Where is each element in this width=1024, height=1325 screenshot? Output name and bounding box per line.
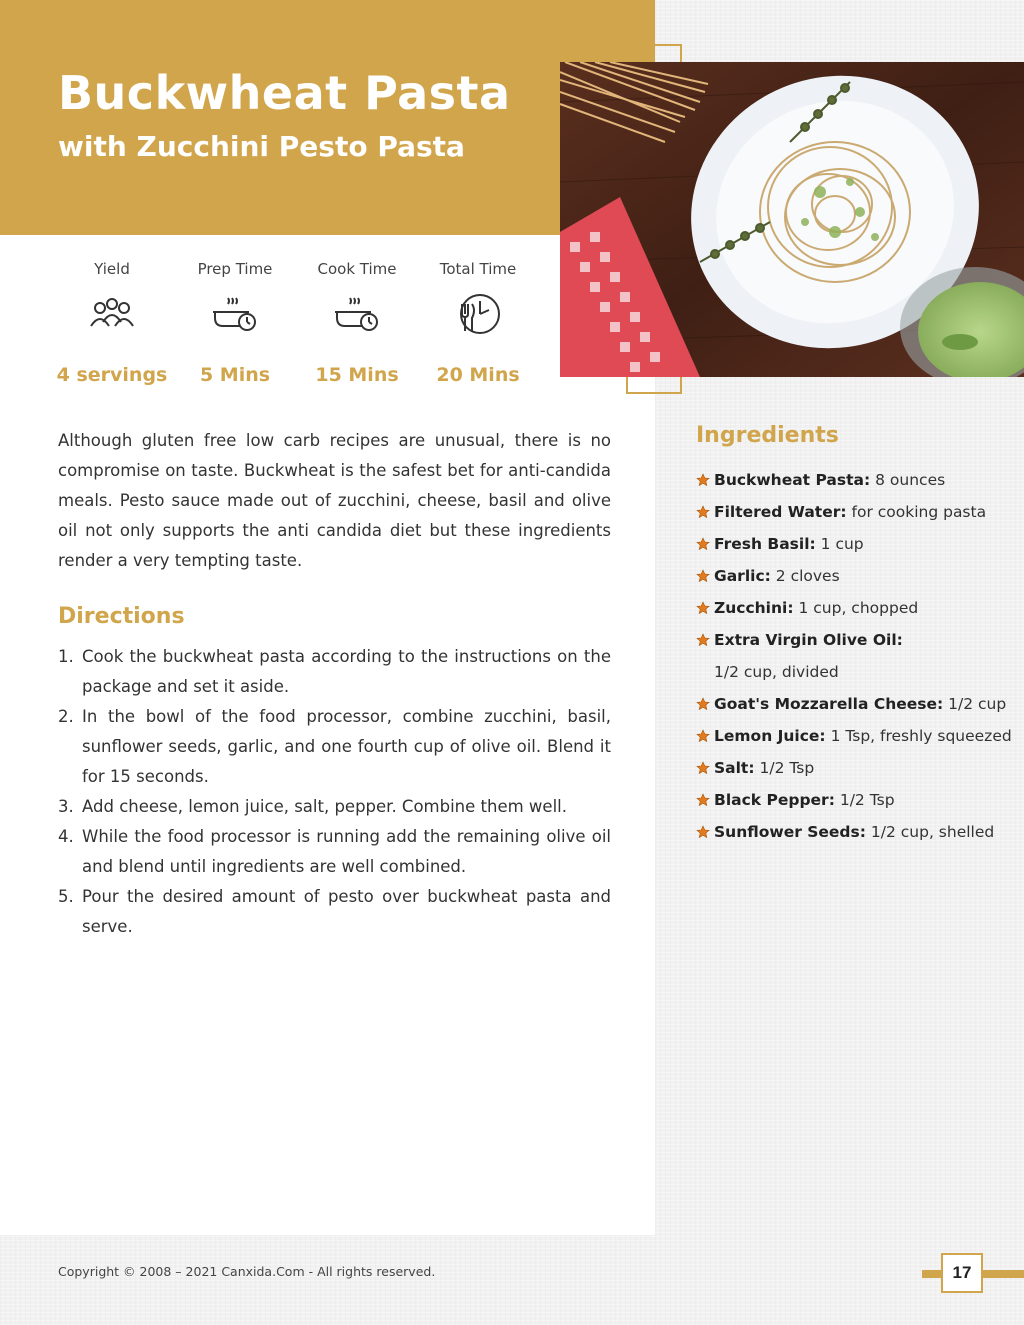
ingredient-name: Sunflower Seeds: bbox=[714, 823, 866, 841]
ingredients-heading: Ingredients bbox=[696, 423, 839, 448]
stat-value: 20 Mins bbox=[436, 364, 520, 386]
ingredient-detail: for cooking pasta bbox=[851, 503, 987, 521]
ingredient-name: Zucchini: bbox=[714, 599, 794, 617]
ingredient-name: Fresh Basil: bbox=[714, 535, 816, 553]
stat-label: Cook Time bbox=[317, 260, 397, 278]
step-text: Cook the buckwheat pasta according to the instructions on the package and set it aside. bbox=[82, 647, 611, 696]
page-subtitle: with Zucchini Pesto Pasta bbox=[58, 130, 465, 163]
ingredient-name: Salt: bbox=[714, 759, 755, 777]
stat-label: Yield bbox=[94, 260, 130, 278]
pasta-plate-illustration bbox=[560, 62, 1024, 377]
step-text: Add cheese, lemon juice, salt, pepper. Combine them well. bbox=[82, 797, 567, 816]
star-bullet-icon bbox=[696, 505, 710, 519]
stat-total-time bbox=[418, 260, 538, 386]
ingredients-list bbox=[696, 464, 1016, 848]
ingredient-detail: 1/2 Tsp bbox=[759, 759, 815, 777]
ingredient-item bbox=[696, 464, 1016, 496]
ingredient-item bbox=[696, 624, 1016, 688]
star-bullet-icon bbox=[696, 729, 710, 743]
stat-prep-time bbox=[175, 260, 295, 386]
step-number: 4. bbox=[58, 827, 74, 846]
direction-step bbox=[58, 642, 611, 702]
stat-value: 4 servings bbox=[56, 364, 168, 386]
step-number: 1. bbox=[58, 647, 74, 666]
recipe-intro: Although gluten free low carb recipes are unusual, there is no compromise on taste. Buckwheat is the safest bet for anti-candida meals. Pesto sauce made out of zucchini, cheese, basil and olive oil not only supports the anti candida diet but these ingredients render a very tempting taste. bbox=[58, 431, 611, 570]
page-title: Buckwheat Pasta bbox=[58, 66, 511, 120]
ingredient-name: Filtered Water: bbox=[714, 503, 847, 521]
ingredient-detail: 8 ounces bbox=[875, 471, 946, 489]
stat-yield bbox=[52, 260, 172, 386]
ingredient-detail: 1/2 Tsp bbox=[839, 791, 895, 809]
ingredient-detail: 1 cup bbox=[820, 535, 864, 553]
recipe-photo bbox=[560, 62, 1024, 377]
footer-band bbox=[0, 1235, 1024, 1325]
ingredient-item bbox=[696, 752, 1016, 784]
ingredient-name: Lemon Juice: bbox=[714, 727, 826, 745]
title-banner bbox=[0, 0, 655, 235]
ingredient-name: Extra Virgin Olive Oil: bbox=[714, 631, 903, 649]
step-number: 2. bbox=[58, 707, 74, 726]
direction-step bbox=[58, 882, 611, 942]
ingredient-item bbox=[696, 592, 1016, 624]
cutlery-clock-icon bbox=[454, 290, 502, 338]
ingredient-item bbox=[696, 784, 1016, 816]
stat-value: 5 Mins bbox=[199, 364, 271, 386]
ingredient-detail: 1/2 cup, divided bbox=[714, 663, 839, 681]
star-bullet-icon bbox=[696, 793, 710, 807]
star-bullet-icon bbox=[696, 633, 710, 647]
star-bullet-icon bbox=[696, 697, 710, 711]
star-bullet-icon bbox=[696, 569, 710, 583]
ingredient-name: Goat's Mozzarella Cheese: bbox=[714, 695, 944, 713]
ingredient-detail: 2 cloves bbox=[775, 567, 840, 585]
ingredient-item bbox=[696, 496, 1016, 528]
ingredient-item bbox=[696, 560, 1016, 592]
ingredient-item bbox=[696, 528, 1016, 560]
directions-list bbox=[58, 642, 611, 942]
stat-label: Total Time bbox=[439, 260, 517, 278]
step-text: In the bowl of the food processor, combine zucchini, basil, sunflower seeds, garlic, and one fourth cup of olive oil. Blend it for 15 seconds. bbox=[82, 707, 611, 786]
stat-label: Prep Time bbox=[197, 260, 273, 278]
star-bullet-icon bbox=[696, 473, 710, 487]
star-bullet-icon bbox=[696, 761, 710, 775]
stat-cook-time bbox=[297, 260, 417, 386]
page-number: 17 bbox=[941, 1253, 983, 1293]
star-bullet-icon bbox=[696, 825, 710, 839]
pan-timer-icon bbox=[211, 290, 259, 338]
ingredient-item bbox=[696, 720, 1016, 752]
directions-heading: Directions bbox=[58, 604, 185, 629]
ingredient-item bbox=[696, 816, 1016, 848]
pan-timer-icon bbox=[333, 290, 381, 338]
ingredient-detail: 1 Tsp, freshly squeezed bbox=[830, 727, 1012, 745]
stat-value: 15 Mins bbox=[315, 364, 399, 386]
step-text: While the food processor is running add the remaining olive oil and blend until ingredients are well combined. bbox=[82, 827, 611, 876]
star-bullet-icon bbox=[696, 601, 710, 615]
ingredient-detail: 1/2 cup, shelled bbox=[870, 823, 995, 841]
ingredient-detail: 1 cup, chopped bbox=[798, 599, 919, 617]
direction-step bbox=[58, 792, 611, 822]
ingredient-name: Black Pepper: bbox=[714, 791, 835, 809]
direction-step bbox=[58, 702, 611, 792]
ingredient-name: Garlic: bbox=[714, 567, 771, 585]
people-icon bbox=[88, 290, 136, 338]
ingredient-name: Buckwheat Pasta: bbox=[714, 471, 871, 489]
copyright-text: Copyright © 2008 – 2021 Canxida.Com - All rights reserved. bbox=[58, 1264, 436, 1279]
step-number: 3. bbox=[58, 797, 74, 816]
star-bullet-icon bbox=[696, 537, 710, 551]
step-text: Pour the desired amount of pesto over buckwheat pasta and serve. bbox=[82, 887, 611, 936]
ingredient-detail: 1/2 cup bbox=[948, 695, 1007, 713]
ingredient-item bbox=[696, 688, 1016, 720]
direction-step bbox=[58, 822, 611, 882]
step-number: 5. bbox=[58, 887, 74, 906]
